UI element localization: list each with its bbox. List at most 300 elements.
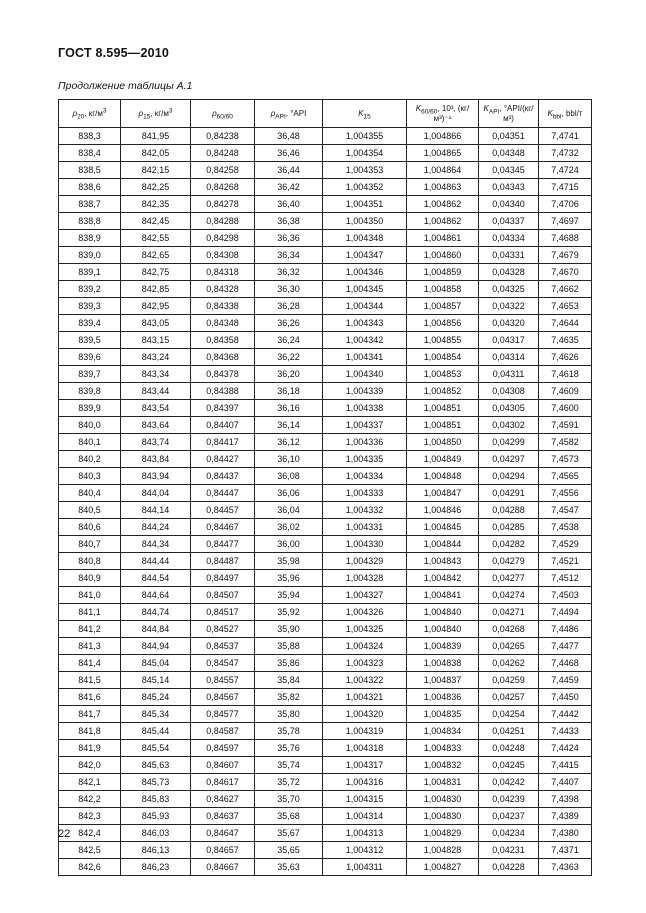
table-cell: 844,74	[121, 604, 191, 621]
table-cell: 7,4450	[539, 689, 592, 706]
table-cell: 0,04245	[479, 757, 539, 774]
table-cell: 7,4670	[539, 264, 592, 281]
table-cell: 839,2	[59, 281, 121, 298]
table-cell: 0,04268	[479, 621, 539, 638]
table-cell: 36,34	[255, 247, 323, 264]
table-cell: 0,84388	[191, 383, 255, 400]
table-cell: 7,4424	[539, 740, 592, 757]
table-cell: 0,84318	[191, 264, 255, 281]
table-cell: 7,4644	[539, 315, 592, 332]
table-cell: 0,84358	[191, 332, 255, 349]
table-cell: 7,4442	[539, 706, 592, 723]
table-cell: 35,96	[255, 570, 323, 587]
table-row	[59, 451, 592, 468]
table-cell: 0,04274	[479, 587, 539, 604]
table-cell: 1,004838	[407, 655, 479, 672]
table-cell: 36,42	[255, 179, 323, 196]
table-cell: 0,84368	[191, 349, 255, 366]
table-cell: 1,004326	[323, 604, 407, 621]
table-cell: 840,2	[59, 451, 121, 468]
table-cell: 36,10	[255, 451, 323, 468]
table-cell: 842,3	[59, 808, 121, 825]
table-cell: 1,004321	[323, 689, 407, 706]
table-cell: 0,84308	[191, 247, 255, 264]
table-cell: 0,84437	[191, 468, 255, 485]
table-cell: 842,75	[121, 264, 191, 281]
table-cell: 7,4635	[539, 332, 592, 349]
table-cell: 7,4512	[539, 570, 592, 587]
table-row	[59, 434, 592, 451]
table-cell: 0,84417	[191, 434, 255, 451]
table-cell: 35,65	[255, 842, 323, 859]
table-cell: 1,004330	[323, 536, 407, 553]
table-cell: 844,14	[121, 502, 191, 519]
table-cell: 0,84487	[191, 553, 255, 570]
table-cell: 0,04237	[479, 808, 539, 825]
table-cell: 0,84457	[191, 502, 255, 519]
table-cell: 7,4653	[539, 298, 592, 315]
table-cell: 1,004341	[323, 349, 407, 366]
table-row	[59, 740, 592, 757]
table-cell: 7,4662	[539, 281, 592, 298]
table-cell: 1,004849	[407, 451, 479, 468]
table-cell: 840,5	[59, 502, 121, 519]
table-row	[59, 383, 592, 400]
table-cell: 840,8	[59, 553, 121, 570]
table-cell: 840,3	[59, 468, 121, 485]
table-cell: 1,004834	[407, 723, 479, 740]
table-cell: 842,95	[121, 298, 191, 315]
table-cell: 845,44	[121, 723, 191, 740]
table-cell: 7,4415	[539, 757, 592, 774]
table-cell: 7,4565	[539, 468, 592, 485]
data-table	[58, 99, 592, 876]
table-cell: 0,84577	[191, 706, 255, 723]
table-cell: 1,004329	[323, 553, 407, 570]
table-cell: 7,4715	[539, 179, 592, 196]
table-cell: 35,94	[255, 587, 323, 604]
table-cell: 841,1	[59, 604, 121, 621]
column-header: $\rho_{API}$, °API	[255, 100, 323, 128]
table-cell: 0,84268	[191, 179, 255, 196]
column-header: $K_{bbl}$, bbl/т	[539, 100, 592, 128]
table-cell: 7,4477	[539, 638, 592, 655]
table-row	[59, 332, 592, 349]
table-cell: 1,004829	[407, 825, 479, 842]
table-cell: 841,95	[121, 128, 191, 145]
table-row	[59, 655, 592, 672]
table-cell: 1,004333	[323, 485, 407, 502]
table-cell: 1,004833	[407, 740, 479, 757]
table-cell: 843,64	[121, 417, 191, 434]
table-cell: 1,004317	[323, 757, 407, 774]
table-cell: 844,54	[121, 570, 191, 587]
table-cell: 35,72	[255, 774, 323, 791]
table-cell: 0,84517	[191, 604, 255, 621]
table-cell: 840,4	[59, 485, 121, 502]
table-row	[59, 349, 592, 366]
table-cell: 845,14	[121, 672, 191, 689]
table-cell: 35,63	[255, 859, 323, 876]
table-cell: 1,004840	[407, 604, 479, 621]
table-cell: 1,004848	[407, 468, 479, 485]
table-cell: 1,004351	[323, 196, 407, 213]
table-body	[59, 128, 592, 876]
table-cell: 0,04234	[479, 825, 539, 842]
table-row	[59, 315, 592, 332]
table-cell: 843,54	[121, 400, 191, 417]
column-header: $K_{60/60}$, 10³, (кг/м³)⁻¹	[407, 100, 479, 128]
table-cell: 842,45	[121, 213, 191, 230]
table-cell: 0,04320	[479, 315, 539, 332]
table-cell: 35,90	[255, 621, 323, 638]
table-cell: 0,84497	[191, 570, 255, 587]
table-cell: 1,004353	[323, 162, 407, 179]
table-cell: 36,28	[255, 298, 323, 315]
table-cell: 839,0	[59, 247, 121, 264]
table-row	[59, 213, 592, 230]
table-cell: 36,40	[255, 196, 323, 213]
table-cell: 1,004324	[323, 638, 407, 655]
table-cell: 0,04288	[479, 502, 539, 519]
table-cell: 7,4582	[539, 434, 592, 451]
table-cell: 1,004841	[407, 587, 479, 604]
table-cell: 1,004828	[407, 842, 479, 859]
table-cell: 1,004354	[323, 145, 407, 162]
table-cell: 0,04334	[479, 230, 539, 247]
table-row	[59, 281, 592, 298]
table-cell: 842,1	[59, 774, 121, 791]
table-cell: 7,4380	[539, 825, 592, 842]
table-cell: 845,83	[121, 791, 191, 808]
table-cell: 1,004843	[407, 553, 479, 570]
table-cell: 35,67	[255, 825, 323, 842]
table-cell: 839,5	[59, 332, 121, 349]
table-cell: 839,9	[59, 400, 121, 417]
table-cell: 1,004328	[323, 570, 407, 587]
table-cell: 0,84467	[191, 519, 255, 536]
table-cell: 1,004340	[323, 366, 407, 383]
table-cell: 1,004339	[323, 383, 407, 400]
table-cell: 35,70	[255, 791, 323, 808]
table-cell: 1,004846	[407, 502, 479, 519]
table-cell: 0,04251	[479, 723, 539, 740]
table-cell: 844,84	[121, 621, 191, 638]
table-cell: 0,04297	[479, 451, 539, 468]
table-cell: 844,34	[121, 536, 191, 553]
table-row	[59, 621, 592, 638]
table-cell: 0,04228	[479, 859, 539, 876]
table-cell: 0,84238	[191, 128, 255, 145]
table-cell: 841,9	[59, 740, 121, 757]
table-row	[59, 400, 592, 417]
table-cell: 35,78	[255, 723, 323, 740]
table-row	[59, 604, 592, 621]
table-row	[59, 859, 592, 876]
table-cell: 0,04259	[479, 672, 539, 689]
table-cell: 1,004335	[323, 451, 407, 468]
table-cell: 36,14	[255, 417, 323, 434]
table-cell: 35,80	[255, 706, 323, 723]
column-header: $\rho_{20}$, $кг/м^3$	[59, 100, 121, 128]
table-cell: 1,004851	[407, 417, 479, 434]
table-cell: 1,004334	[323, 468, 407, 485]
table-cell: 841,4	[59, 655, 121, 672]
table-cell: 0,84567	[191, 689, 255, 706]
table-cell: 0,04331	[479, 247, 539, 264]
table-cell: 842,0	[59, 757, 121, 774]
table-cell: 845,24	[121, 689, 191, 706]
table-cell: 7,4486	[539, 621, 592, 638]
table-cell: 0,04302	[479, 417, 539, 434]
table-cell: 35,86	[255, 655, 323, 672]
table-cell: 838,5	[59, 162, 121, 179]
table-cell: 841,8	[59, 723, 121, 740]
table-cell: 0,84617	[191, 774, 255, 791]
table-cell: 844,04	[121, 485, 191, 502]
table-row	[59, 842, 592, 859]
table-cell: 0,04291	[479, 485, 539, 502]
table-cell: 0,04314	[479, 349, 539, 366]
page-number: 22	[58, 828, 71, 840]
table-cell: 0,84288	[191, 213, 255, 230]
table-cell: 1,004346	[323, 264, 407, 281]
table-caption: Продолжение таблицы А.1	[58, 80, 193, 92]
table-cell: 839,8	[59, 383, 121, 400]
table-cell: 36,32	[255, 264, 323, 281]
table-cell: 1,004831	[407, 774, 479, 791]
table-cell: 0,04257	[479, 689, 539, 706]
table-cell: 1,004827	[407, 859, 479, 876]
table-cell: 839,4	[59, 315, 121, 332]
table-cell: 839,6	[59, 349, 121, 366]
table-row	[59, 162, 592, 179]
table-cell: 7,4591	[539, 417, 592, 434]
table-cell: 1,004342	[323, 332, 407, 349]
table-row	[59, 672, 592, 689]
table-row	[59, 247, 592, 264]
table-cell: 36,08	[255, 468, 323, 485]
table-cell: 1,004313	[323, 825, 407, 842]
table-cell: 0,04262	[479, 655, 539, 672]
table-cell: 1,004844	[407, 536, 479, 553]
table-cell: 36,46	[255, 145, 323, 162]
table-cell: 846,13	[121, 842, 191, 859]
table-cell: 843,34	[121, 366, 191, 383]
table-cell: 36,02	[255, 519, 323, 536]
table-cell: 845,93	[121, 808, 191, 825]
table-cell: 1,004851	[407, 400, 479, 417]
table-cell: 841,2	[59, 621, 121, 638]
table-cell: 0,84447	[191, 485, 255, 502]
table-cell: 1,004331	[323, 519, 407, 536]
table-cell: 0,04322	[479, 298, 539, 315]
table-row	[59, 468, 592, 485]
table-cell: 1,004318	[323, 740, 407, 757]
table-cell: 841,3	[59, 638, 121, 655]
table-cell: 35,88	[255, 638, 323, 655]
table-cell: 1,004343	[323, 315, 407, 332]
table-cell: 0,84477	[191, 536, 255, 553]
table-cell: 35,68	[255, 808, 323, 825]
table-cell: 7,4468	[539, 655, 592, 672]
table-cell: 845,54	[121, 740, 191, 757]
table-cell: 0,84378	[191, 366, 255, 383]
table-row	[59, 417, 592, 434]
table-cell: 1,004320	[323, 706, 407, 723]
table-cell: 1,004322	[323, 672, 407, 689]
table-cell: 7,4503	[539, 587, 592, 604]
table-cell: 1,004314	[323, 808, 407, 825]
table-cell: 1,004336	[323, 434, 407, 451]
table-cell: 1,004842	[407, 570, 479, 587]
table-row	[59, 298, 592, 315]
table-cell: 0,04328	[479, 264, 539, 281]
table-cell: 1,004332	[323, 502, 407, 519]
table-cell: 7,4538	[539, 519, 592, 536]
table-cell: 0,84537	[191, 638, 255, 655]
table-cell: 840,1	[59, 434, 121, 451]
table-cell: 842,5	[59, 842, 121, 859]
table-cell: 0,84607	[191, 757, 255, 774]
table-cell: 1,004830	[407, 808, 479, 825]
table-cell: 1,004850	[407, 434, 479, 451]
table-cell: 0,04340	[479, 196, 539, 213]
table-cell: 1,004835	[407, 706, 479, 723]
table-cell: 7,4371	[539, 842, 592, 859]
table-cell: 0,84427	[191, 451, 255, 468]
table-cell: 841,0	[59, 587, 121, 604]
table-cell: 1,004312	[323, 842, 407, 859]
table-cell: 1,004350	[323, 213, 407, 230]
table-cell: 841,7	[59, 706, 121, 723]
table-cell: 7,4433	[539, 723, 592, 740]
table-row	[59, 723, 592, 740]
table-cell: 1,004864	[407, 162, 479, 179]
table-cell: 7,4688	[539, 230, 592, 247]
table-row	[59, 196, 592, 213]
table-cell: 35,76	[255, 740, 323, 757]
table-cell: 0,04317	[479, 332, 539, 349]
table-cell: 7,4407	[539, 774, 592, 791]
table-cell: 1,004865	[407, 145, 479, 162]
table-cell: 842,55	[121, 230, 191, 247]
table-cell: 7,4459	[539, 672, 592, 689]
table-cell: 7,4618	[539, 366, 592, 383]
table-cell: 840,0	[59, 417, 121, 434]
table-cell: 36,48	[255, 128, 323, 145]
table-cell: 844,44	[121, 553, 191, 570]
table-cell: 0,84278	[191, 196, 255, 213]
table-row	[59, 774, 592, 791]
document-title: ГОСТ 8.595—2010	[58, 46, 170, 60]
table-cell: 843,24	[121, 349, 191, 366]
table-cell: 0,84507	[191, 587, 255, 604]
table-cell: 1,004315	[323, 791, 407, 808]
table-cell: 1,004862	[407, 196, 479, 213]
table-row	[59, 706, 592, 723]
table-cell: 842,85	[121, 281, 191, 298]
table-row	[59, 536, 592, 553]
table-row	[59, 757, 592, 774]
table-cell: 0,84657	[191, 842, 255, 859]
table-cell: 1,004854	[407, 349, 479, 366]
table-cell: 1,004862	[407, 213, 479, 230]
table-cell: 1,004325	[323, 621, 407, 638]
table-cell: 843,15	[121, 332, 191, 349]
table-cell: 36,30	[255, 281, 323, 298]
table-cell: 36,12	[255, 434, 323, 451]
table-cell: 842,35	[121, 196, 191, 213]
table-cell: 0,84667	[191, 859, 255, 876]
table-cell: 7,4741	[539, 128, 592, 145]
table-cell: 845,04	[121, 655, 191, 672]
table-cell: 0,84328	[191, 281, 255, 298]
table-cell: 1,004316	[323, 774, 407, 791]
table-cell: 840,6	[59, 519, 121, 536]
table-cell: 7,4389	[539, 808, 592, 825]
table-cell: 7,4732	[539, 145, 592, 162]
table-cell: 36,24	[255, 332, 323, 349]
table-cell: 1,004337	[323, 417, 407, 434]
table-cell: 1,004327	[323, 587, 407, 604]
table-cell: 0,04271	[479, 604, 539, 621]
table-cell: 840,7	[59, 536, 121, 553]
table-cell: 7,4494	[539, 604, 592, 621]
table-cell: 1,004311	[323, 859, 407, 876]
table-cell: 1,004859	[407, 264, 479, 281]
table-cell: 1,004853	[407, 366, 479, 383]
table-cell: 35,74	[255, 757, 323, 774]
table-row	[59, 264, 592, 281]
table-cell: 0,04231	[479, 842, 539, 859]
column-header: $\rho_{15}$, $кг/м^3$	[121, 100, 191, 128]
table-cell: 7,4547	[539, 502, 592, 519]
table-cell: 35,92	[255, 604, 323, 621]
table-cell: 7,4529	[539, 536, 592, 553]
table-cell: 0,04277	[479, 570, 539, 587]
table-cell: 0,84627	[191, 791, 255, 808]
table-cell: 36,04	[255, 502, 323, 519]
table-cell: 1,004866	[407, 128, 479, 145]
table-row	[59, 366, 592, 383]
table-cell: 0,84298	[191, 230, 255, 247]
table-cell: 845,34	[121, 706, 191, 723]
table-row	[59, 145, 592, 162]
table-cell: 0,84647	[191, 825, 255, 842]
table-cell: 839,3	[59, 298, 121, 315]
table-cell: 0,04345	[479, 162, 539, 179]
table-cell: 1,004347	[323, 247, 407, 264]
table-cell: 1,004836	[407, 689, 479, 706]
table-cell: 0,84587	[191, 723, 255, 740]
column-header: $\rho_{60/60}$	[191, 100, 255, 128]
table-cell: 844,24	[121, 519, 191, 536]
table-cell: 0,84248	[191, 145, 255, 162]
table-cell: 1,004860	[407, 247, 479, 264]
table-cell: 838,4	[59, 145, 121, 162]
table-cell: 7,4724	[539, 162, 592, 179]
table-cell: 0,04311	[479, 366, 539, 383]
table-row	[59, 791, 592, 808]
table-cell: 843,94	[121, 468, 191, 485]
table-cell: 0,84338	[191, 298, 255, 315]
table-cell: 838,8	[59, 213, 121, 230]
column-header: $K_{15}$	[323, 100, 407, 128]
table-cell: 1,004845	[407, 519, 479, 536]
table-cell: 1,004832	[407, 757, 479, 774]
table-cell: 0,04351	[479, 128, 539, 145]
